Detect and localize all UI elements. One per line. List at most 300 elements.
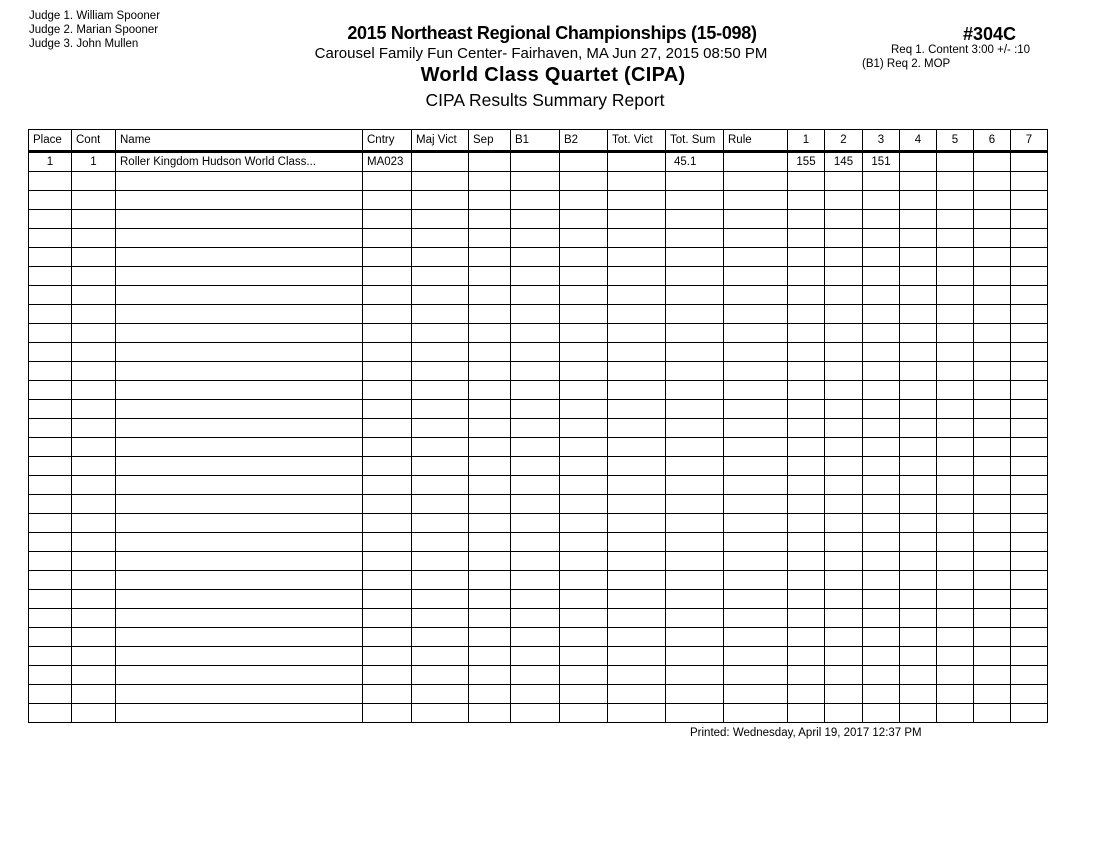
empty-cell [825, 590, 863, 609]
col-b1: B1 [511, 130, 560, 152]
empty-cell [560, 419, 608, 438]
empty-cell [29, 381, 72, 400]
empty-cell [29, 457, 72, 476]
empty-cell [666, 191, 724, 210]
table-row-empty [29, 685, 1048, 704]
empty-cell [974, 286, 1011, 305]
empty-cell [937, 533, 974, 552]
empty-cell [863, 229, 900, 248]
cell-rule [724, 152, 788, 172]
empty-cell [72, 267, 116, 286]
empty-cell [29, 514, 72, 533]
empty-cell [511, 305, 560, 324]
empty-cell [666, 533, 724, 552]
empty-cell [1011, 647, 1048, 666]
empty-cell [469, 381, 511, 400]
empty-cell [724, 362, 788, 381]
empty-cell [29, 267, 72, 286]
empty-cell [937, 381, 974, 400]
empty-cell [788, 666, 825, 685]
empty-cell [788, 362, 825, 381]
empty-cell [469, 267, 511, 286]
empty-cell [363, 229, 412, 248]
empty-cell [116, 514, 363, 533]
empty-cell [363, 191, 412, 210]
empty-cell [469, 191, 511, 210]
empty-cell [72, 590, 116, 609]
empty-cell [724, 229, 788, 248]
empty-cell [511, 248, 560, 267]
empty-cell [412, 590, 469, 609]
empty-cell [511, 172, 560, 191]
competition-title: 2015 Northeast Regional Championships (15-098) [347, 23, 757, 43]
empty-cell [825, 685, 863, 704]
empty-cell [1011, 267, 1048, 286]
empty-cell [1011, 305, 1048, 324]
empty-cell [116, 704, 363, 723]
empty-cell [72, 514, 116, 533]
empty-cell [666, 438, 724, 457]
empty-cell [937, 438, 974, 457]
empty-cell [1011, 514, 1048, 533]
empty-cell [29, 571, 72, 590]
empty-cell [666, 172, 724, 191]
empty-cell [825, 609, 863, 628]
empty-cell [72, 229, 116, 248]
empty-cell [72, 438, 116, 457]
empty-cell [412, 229, 469, 248]
empty-cell [724, 286, 788, 305]
empty-cell [412, 400, 469, 419]
empty-cell [974, 704, 1011, 723]
empty-cell [469, 666, 511, 685]
empty-cell [1011, 248, 1048, 267]
empty-cell [560, 343, 608, 362]
col-judge-3: 3 [863, 130, 900, 152]
empty-cell [116, 552, 363, 571]
empty-cell [863, 343, 900, 362]
empty-cell [900, 191, 937, 210]
empty-cell [412, 476, 469, 495]
empty-cell [937, 400, 974, 419]
empty-cell [116, 628, 363, 647]
empty-cell [29, 476, 72, 495]
empty-cell [666, 685, 724, 704]
empty-cell [511, 381, 560, 400]
empty-cell [900, 343, 937, 362]
empty-cell [937, 419, 974, 438]
empty-cell [937, 704, 974, 723]
empty-cell [974, 685, 1011, 704]
empty-cell [469, 476, 511, 495]
empty-cell [825, 552, 863, 571]
table-row-empty [29, 704, 1048, 723]
empty-cell [724, 457, 788, 476]
empty-cell [469, 324, 511, 343]
empty-cell [412, 210, 469, 229]
empty-cell [608, 438, 666, 457]
empty-cell [863, 666, 900, 685]
empty-cell [788, 533, 825, 552]
empty-cell [900, 666, 937, 685]
empty-cell [825, 248, 863, 267]
empty-cell [469, 457, 511, 476]
empty-cell [937, 666, 974, 685]
empty-cell [116, 267, 363, 286]
empty-cell [1011, 229, 1048, 248]
empty-cell [666, 267, 724, 286]
empty-cell [863, 286, 900, 305]
empty-cell [469, 685, 511, 704]
empty-cell [900, 229, 937, 248]
table-row-empty [29, 438, 1048, 457]
empty-cell [469, 590, 511, 609]
empty-cell [974, 191, 1011, 210]
table-row-empty [29, 324, 1048, 343]
empty-cell [1011, 628, 1048, 647]
empty-cell [1011, 419, 1048, 438]
empty-cell [29, 628, 72, 647]
empty-cell [469, 704, 511, 723]
empty-cell [72, 400, 116, 419]
empty-cell [666, 457, 724, 476]
empty-cell [412, 647, 469, 666]
judge-3: Judge 3. John Mullen [29, 38, 139, 50]
empty-cell [363, 533, 412, 552]
empty-cell [116, 476, 363, 495]
empty-cell [863, 419, 900, 438]
empty-cell [863, 590, 900, 609]
empty-cell [511, 457, 560, 476]
empty-cell [900, 381, 937, 400]
empty-cell [363, 457, 412, 476]
empty-cell [825, 704, 863, 723]
empty-cell [937, 210, 974, 229]
empty-cell [511, 438, 560, 457]
empty-cell [788, 704, 825, 723]
empty-cell [788, 552, 825, 571]
cell-judge-4 [900, 152, 937, 172]
table-row-empty [29, 343, 1048, 362]
empty-cell [412, 571, 469, 590]
table-row-empty [29, 666, 1048, 685]
empty-cell [116, 495, 363, 514]
empty-cell [666, 229, 724, 248]
empty-cell [412, 438, 469, 457]
empty-cell [863, 400, 900, 419]
empty-cell [608, 286, 666, 305]
empty-cell [724, 400, 788, 419]
empty-cell [469, 628, 511, 647]
empty-cell [788, 305, 825, 324]
empty-cell [511, 647, 560, 666]
empty-cell [825, 438, 863, 457]
empty-cell [511, 324, 560, 343]
empty-cell [560, 609, 608, 628]
empty-cell [937, 457, 974, 476]
empty-cell [412, 704, 469, 723]
empty-cell [937, 229, 974, 248]
empty-cell [560, 267, 608, 286]
empty-cell [724, 533, 788, 552]
cell-judge-3: 151 [863, 152, 900, 172]
table-row-empty [29, 400, 1048, 419]
empty-cell [560, 552, 608, 571]
empty-cell [72, 191, 116, 210]
empty-cell [560, 172, 608, 191]
empty-cell [974, 362, 1011, 381]
empty-cell [363, 647, 412, 666]
empty-cell [788, 476, 825, 495]
empty-cell [608, 362, 666, 381]
empty-cell [825, 628, 863, 647]
empty-cell [825, 419, 863, 438]
empty-cell [608, 533, 666, 552]
empty-cell [412, 552, 469, 571]
empty-cell [72, 381, 116, 400]
col-b2: B2 [560, 130, 608, 152]
empty-cell [974, 514, 1011, 533]
table-row [29, 152, 1048, 172]
empty-cell [863, 172, 900, 191]
empty-cell [560, 704, 608, 723]
empty-cell [900, 628, 937, 647]
empty-cell [900, 305, 937, 324]
empty-cell [974, 666, 1011, 685]
empty-cell [788, 419, 825, 438]
empty-cell [29, 419, 72, 438]
empty-cell [560, 628, 608, 647]
empty-cell [412, 362, 469, 381]
empty-cell [363, 248, 412, 267]
empty-cell [29, 609, 72, 628]
empty-cell [825, 191, 863, 210]
empty-cell [412, 533, 469, 552]
empty-cell [974, 248, 1011, 267]
empty-cell [511, 514, 560, 533]
empty-cell [608, 704, 666, 723]
empty-cell [900, 438, 937, 457]
cell-judge-6 [974, 152, 1011, 172]
table-row-empty [29, 229, 1048, 248]
empty-cell [72, 609, 116, 628]
empty-cell [560, 533, 608, 552]
empty-cell [116, 685, 363, 704]
empty-cell [825, 381, 863, 400]
cell-tot-sum: 45.1 [666, 152, 724, 172]
empty-cell [900, 590, 937, 609]
empty-cell [788, 571, 825, 590]
empty-cell [900, 210, 937, 229]
empty-cell [937, 609, 974, 628]
empty-cell [788, 248, 825, 267]
empty-cell [511, 495, 560, 514]
empty-cell [29, 362, 72, 381]
empty-cell [900, 476, 937, 495]
empty-cell [724, 590, 788, 609]
empty-cell [469, 210, 511, 229]
empty-cell [666, 628, 724, 647]
empty-cell [608, 172, 666, 191]
empty-cell [72, 305, 116, 324]
empty-cell [469, 419, 511, 438]
empty-cell [412, 191, 469, 210]
empty-cell [363, 381, 412, 400]
empty-cell [29, 343, 72, 362]
empty-cell [974, 172, 1011, 191]
empty-cell [560, 400, 608, 419]
empty-cell [825, 229, 863, 248]
empty-cell [788, 514, 825, 533]
venue-datetime: Carousel Family Fun Center- Fairhaven, MA Jun 27, 2015 08:50 PM [314, 45, 768, 62]
empty-cell [900, 324, 937, 343]
empty-cell [863, 362, 900, 381]
empty-cell [666, 248, 724, 267]
empty-cell [974, 457, 1011, 476]
empty-cell [363, 324, 412, 343]
empty-cell [608, 457, 666, 476]
empty-cell [469, 248, 511, 267]
empty-cell [560, 647, 608, 666]
empty-cell [937, 590, 974, 609]
empty-cell [974, 210, 1011, 229]
empty-cell [29, 666, 72, 685]
cell-cntry: MA023 [363, 152, 412, 172]
empty-cell [363, 571, 412, 590]
empty-cell [788, 628, 825, 647]
empty-cell [788, 172, 825, 191]
empty-cell [363, 552, 412, 571]
cell-judge-2: 145 [825, 152, 863, 172]
empty-cell [863, 514, 900, 533]
printed-timestamp: Printed: Wednesday, April 19, 2017 12:37 PM [690, 727, 922, 739]
empty-cell [825, 571, 863, 590]
empty-cell [863, 267, 900, 286]
empty-cell [724, 210, 788, 229]
empty-cell [863, 457, 900, 476]
table-row-empty [29, 628, 1048, 647]
empty-cell [974, 533, 1011, 552]
empty-cell [469, 495, 511, 514]
empty-cell [900, 685, 937, 704]
empty-cell [788, 210, 825, 229]
empty-cell [608, 419, 666, 438]
requirement-1: Req 1. Content 3:00 +/- :10 [891, 44, 1031, 56]
empty-cell [511, 609, 560, 628]
empty-cell [1011, 381, 1048, 400]
table-row-empty [29, 647, 1048, 666]
empty-cell [608, 628, 666, 647]
empty-cell [666, 666, 724, 685]
empty-cell [363, 305, 412, 324]
empty-cell [116, 590, 363, 609]
empty-cell [469, 229, 511, 248]
empty-cell [666, 419, 724, 438]
empty-cell [363, 343, 412, 362]
empty-cell [511, 362, 560, 381]
empty-cell [666, 324, 724, 343]
empty-cell [1011, 590, 1048, 609]
empty-cell [1011, 210, 1048, 229]
empty-cell [511, 685, 560, 704]
empty-cell [900, 571, 937, 590]
empty-cell [900, 400, 937, 419]
empty-cell [974, 552, 1011, 571]
col-tot-sum: Tot. Sum [666, 130, 724, 152]
empty-cell [1011, 286, 1048, 305]
empty-cell [363, 514, 412, 533]
empty-cell [937, 476, 974, 495]
empty-cell [974, 324, 1011, 343]
empty-cell [974, 267, 1011, 286]
empty-cell [1011, 495, 1048, 514]
table-row-empty [29, 457, 1048, 476]
empty-cell [560, 324, 608, 343]
empty-cell [1011, 666, 1048, 685]
empty-cell [469, 514, 511, 533]
empty-cell [412, 172, 469, 191]
empty-cell [560, 476, 608, 495]
empty-cell [469, 552, 511, 571]
empty-cell [29, 495, 72, 514]
cell-b2 [560, 152, 608, 172]
empty-cell [116, 305, 363, 324]
empty-cell [72, 457, 116, 476]
empty-cell [900, 248, 937, 267]
empty-cell [666, 305, 724, 324]
requirements-list [862, 43, 1030, 71]
col-judge-6: 6 [974, 130, 1011, 152]
empty-cell [29, 685, 72, 704]
empty-cell [511, 210, 560, 229]
empty-cell [937, 248, 974, 267]
empty-cell [72, 248, 116, 267]
empty-cell [72, 286, 116, 305]
empty-cell [863, 647, 900, 666]
empty-cell [825, 324, 863, 343]
empty-cell [608, 267, 666, 286]
empty-cell [363, 362, 412, 381]
col-cont: Cont [72, 130, 116, 152]
empty-cell [469, 533, 511, 552]
empty-cell [788, 495, 825, 514]
empty-cell [974, 571, 1011, 590]
empty-cell [863, 704, 900, 723]
empty-cell [900, 647, 937, 666]
empty-cell [724, 324, 788, 343]
empty-cell [29, 400, 72, 419]
results-table [28, 129, 1048, 723]
empty-cell [560, 286, 608, 305]
empty-cell [974, 229, 1011, 248]
empty-cell [116, 609, 363, 628]
empty-cell [469, 343, 511, 362]
empty-cell [29, 533, 72, 552]
cell-tot-vict [608, 152, 666, 172]
empty-cell [863, 533, 900, 552]
empty-cell [825, 666, 863, 685]
empty-cell [412, 419, 469, 438]
cell-b1 [511, 152, 560, 172]
empty-cell [511, 533, 560, 552]
empty-cell [511, 552, 560, 571]
empty-cell [72, 552, 116, 571]
empty-cell [469, 305, 511, 324]
empty-cell [937, 647, 974, 666]
empty-cell [863, 324, 900, 343]
empty-cell [1011, 457, 1048, 476]
table-row-empty [29, 362, 1048, 381]
